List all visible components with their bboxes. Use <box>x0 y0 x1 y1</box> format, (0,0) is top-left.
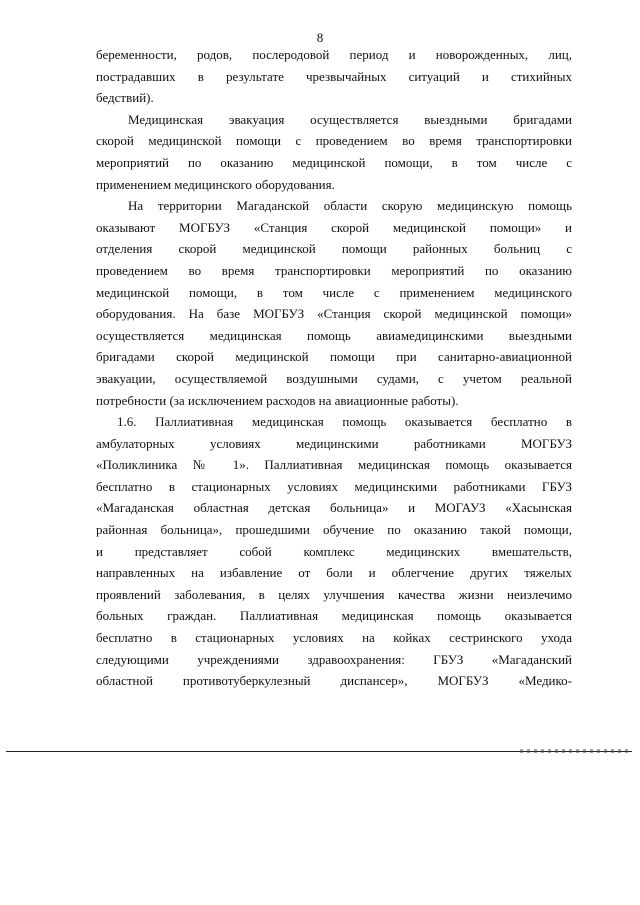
paragraph-ambulance-services <box>96 195 572 411</box>
text-line: потребности (за исключением расходов на авиационные работы). <box>96 392 459 408</box>
text-line: областной противотуберкулезный диспансер», МОГБУЗ «Медико- <box>96 673 572 689</box>
document-body <box>96 44 572 692</box>
text-line: «Поликлиника № 1». Паллиативная медицинская помощь оказывается <box>96 457 572 473</box>
text-line: применением медицинского оборудования. <box>96 176 335 192</box>
text-line: Медицинская эвакуация осуществляется выездными бригадами <box>128 111 572 127</box>
text-line: медицинской помощи, в том числе с применением медицинского <box>96 284 572 300</box>
text-line: бесплатно в стационарных условиях медицинскими работниками ГБУЗ <box>96 478 572 494</box>
text-line: направленных на избавление от боли и облегчение других тяжелых <box>96 565 572 581</box>
text-line: пострадавших в результате чрезвычайных ситуаций и стихийных <box>96 68 572 84</box>
paragraph-continuation <box>96 44 572 109</box>
text-line: амбулаторных условиях медицинскими работниками МОГБУЗ <box>96 435 572 451</box>
page-number: 8 <box>316 30 324 45</box>
text-line: районная больница», прошедшими обучение по оказанию такой помощи, <box>96 522 572 538</box>
text-line: бесплатно в стационарных условиях на койках сестринского ухода <box>96 630 572 646</box>
text-line: больных граждан. Паллиативная медицинская помощь оказывается <box>96 608 572 624</box>
text-line: осуществляется медицинская помощь авиамедицинскими выездными <box>96 327 572 343</box>
text-line: эвакуации, осуществляемой воздушными судами, с учетом реальной <box>96 370 572 386</box>
paragraph-palliative-care <box>96 411 572 692</box>
text-line: На территории Магаданской области скорую медицинскую помощь <box>128 198 572 214</box>
text-line: «Магаданская областная детская больница» и МОГАУЗ «Хасынская <box>96 500 572 516</box>
text-line: оборудования. На базе МОГБУЗ «Станция скорой медицинской помощи» <box>96 306 572 322</box>
text-line: 1.6. Паллиативная медицинская помощь оказывается бесплатно в <box>117 414 572 430</box>
text-line: мероприятий по оказанию медицинской помощи, в том числе с <box>96 154 572 170</box>
text-line: проявлений заболевания, в целях улучшения качества жизни неизлечимо <box>96 586 572 602</box>
text-line: и представляет собой комплекс медицинских вмешательств, <box>96 543 572 559</box>
text-line: скорой медицинской помощи с проведением во время транспортировки <box>96 133 572 149</box>
text-line: бригадами скорой медицинской помощи при санитарно-авиационной <box>96 349 572 365</box>
text-line: проведением во время транспортировки мероприятий по оказанию <box>96 262 572 278</box>
text-line: оказывают МОГБУЗ «Станция скорой медицинской помощи» и <box>96 219 572 235</box>
text-line: бедствий). <box>96 90 154 106</box>
text-line: беременности, родов, послеродовой период и новорожденных, лиц, <box>96 47 572 62</box>
paragraph-medical-evacuation <box>96 109 572 195</box>
scan-artifact-dots <box>520 749 632 753</box>
text-line: следующими учреждениями здравоохранения: ГБУЗ «Магаданский <box>96 651 572 667</box>
text-line: отделения скорой медицинской помощи районных больниц с <box>96 241 572 257</box>
